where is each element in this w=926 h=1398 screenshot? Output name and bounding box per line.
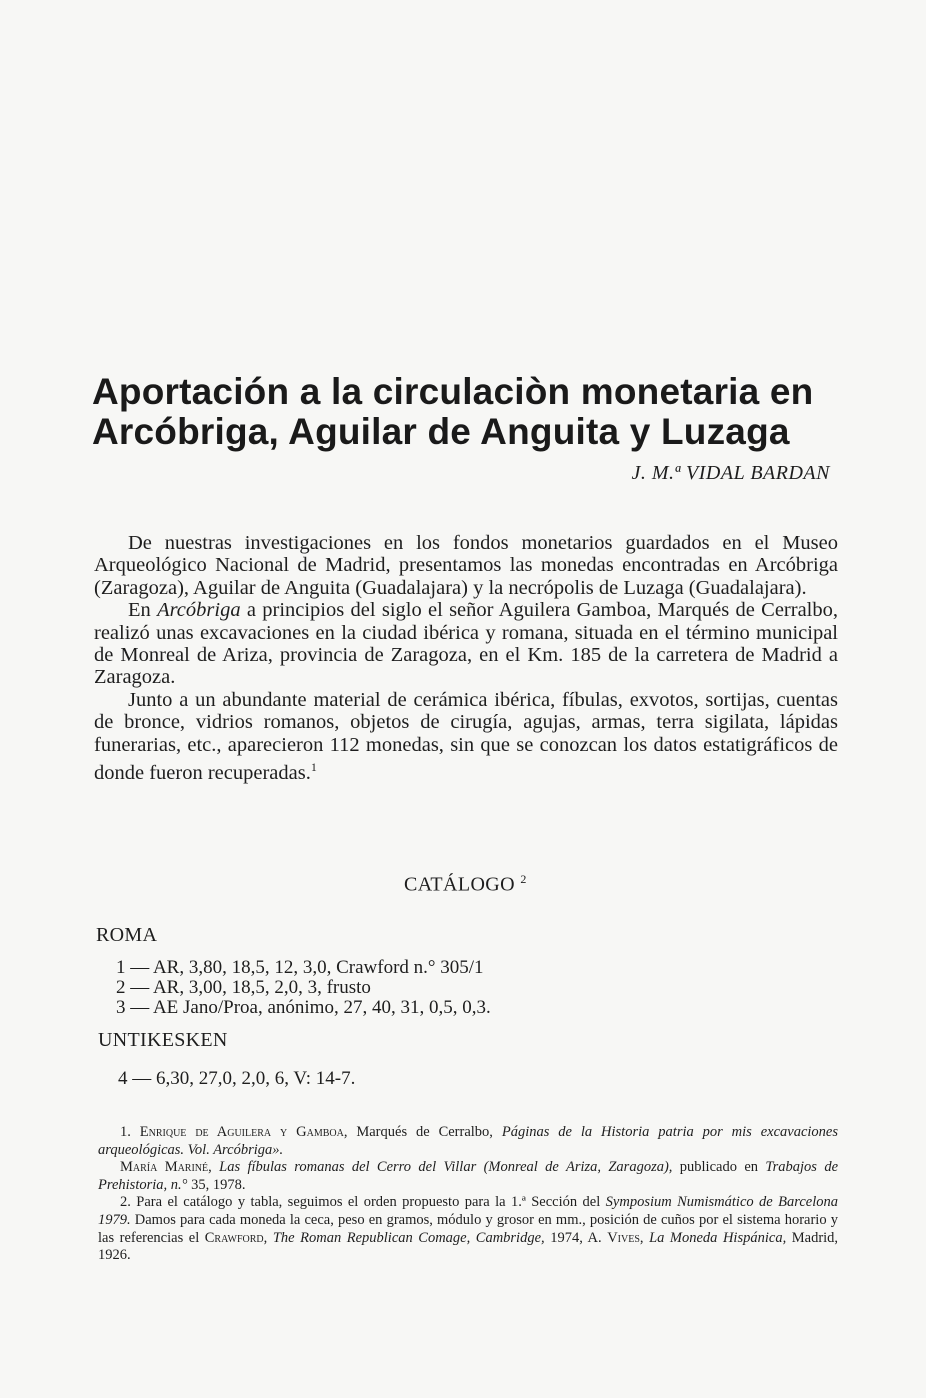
footnote-2-sep-2: , bbox=[639, 1229, 650, 1246]
catalog-entry: 4 — 6,30, 27,0, 2,0, 6, V: 14-7. bbox=[118, 1068, 356, 1089]
footnote-1-italic: Páginas de la Historia patria por mis excavaciones arqueológicas. Vol. Arcóbriga». bbox=[98, 1124, 839, 1158]
catalog-entry: 3 — AE Jano/Proa, anónimo, 27, 40, 31, 0,5, 0,3. bbox=[116, 997, 491, 1018]
footnote-1b-text-2: 35, 1978. bbox=[187, 1176, 246, 1193]
footnote-2-italic-3: La Moneda Hispánica, bbox=[649, 1229, 787, 1246]
footnote-1b-author: María Mariné bbox=[120, 1159, 209, 1176]
footnote-1b bbox=[98, 1159, 838, 1194]
catalog-title-text: CATÁLOGO bbox=[404, 873, 515, 896]
catalog-title bbox=[404, 872, 527, 897]
footnote-2-text-4: Madrid, 1926. bbox=[98, 1229, 839, 1264]
article-title bbox=[92, 372, 852, 452]
catalog-entry: 2 — AR, 3,00, 18,5, 2,0, 3, frusto bbox=[116, 977, 371, 998]
footnote-1 bbox=[98, 1124, 838, 1159]
roma-entries bbox=[116, 958, 491, 1018]
section-untikesken: UNTIKESKEN bbox=[98, 1029, 228, 1051]
paragraph-2 bbox=[94, 599, 838, 689]
footnote-2-text-2: Damos para cada moneda la ceca, peso en gramos, módulo y grosor en mm., posición de cuños por el sistema horario y las referencias el bbox=[98, 1211, 838, 1246]
footnote-2-crawford: Crawford bbox=[204, 1229, 264, 1246]
footnote-1-number: 1. bbox=[120, 1124, 131, 1140]
body-text bbox=[94, 532, 838, 784]
footnote-2-text: Para el catálogo y tabla, seguimos el orden propuesto para la 1.ª Sección del bbox=[130, 1194, 606, 1211]
paragraph-3 bbox=[94, 689, 838, 784]
footnote-2-text-3: 1974, A. bbox=[544, 1229, 608, 1246]
footnote-ref-1: 1 bbox=[310, 760, 317, 775]
footnote-2-sep: , bbox=[263, 1229, 273, 1246]
footnote-ref-2: 2 bbox=[520, 872, 527, 886]
title-line-2: Arcóbriga, Aguilar de Anguita y Luzaga bbox=[92, 411, 790, 452]
paragraph-3-text: Junto a un abundante material de cerámica ibérica, fíbulas, exvotos, sortijas, cuentas de bronce, vidrios romanos, objetos de cirugía, agujas, armas, terra sigilata, lápidas funerarias, etc., aparecieron 112 monedas, sin que se conozcan los datos estatigráficos de donde fueron recuperadas. bbox=[94, 688, 838, 784]
paragraph-2-start: En bbox=[128, 599, 158, 622]
footnotes bbox=[98, 1124, 838, 1265]
footnote-2-italic: Symposium Numismático de Barcelona 1979. bbox=[98, 1194, 838, 1228]
paragraph-1: De nuestras investigaciones en los fondos monetarios guardados en el Museo Arqueológico Nacional de Madrid, presentamos las monedas encontradas en Arcóbriga (Zaragoza), Aguilar de Anguita (Guadalajara) y la necrópolis de Luzaga (Guadalajara). bbox=[94, 532, 838, 599]
footnote-1-text: , Marqués de Cerralbo, bbox=[343, 1124, 502, 1140]
footnote-1b-sep: , bbox=[208, 1159, 220, 1176]
untikesken-entries bbox=[118, 1069, 355, 1089]
paragraph-2-end: a principios del siglo el señor Aguilera Gamboa, Marqués de Cerralbo, realizó unas excavaciones en la ciudad ibérica y romana, situada en el término municipal de Monreal de Ariza, provincia de Zaragoza, en el Km. 185 de la carretera de Madrid a Zaragoza. bbox=[94, 599, 838, 689]
title-line-1: Aportación a la circulaciòn monetaria en bbox=[92, 371, 814, 412]
footnote-2-vives: Vives bbox=[607, 1229, 640, 1246]
footnote-1b-italic-2: Trabajos de Prehistoria, n.° bbox=[98, 1159, 838, 1193]
catalog-entry: 1 — AR, 3,80, 18,5, 12, 3,0, Crawford n.° 305/1 bbox=[116, 957, 484, 978]
footnote-1b-text: publicado en bbox=[672, 1159, 766, 1176]
footnote-2-number: 2. bbox=[120, 1194, 131, 1211]
author-name: J. M.ª VIDAL BARDAN bbox=[631, 462, 830, 484]
footnote-2-italic-2: The Roman Republican Comage, Cambridge, bbox=[272, 1229, 545, 1246]
paragraph-2-italic: Arcóbriga bbox=[157, 599, 241, 622]
footnote-2 bbox=[98, 1194, 838, 1264]
section-roma: ROMA bbox=[96, 924, 158, 946]
footnote-1b-italic: Las fíbulas romanas del Cerro del Villar (Monreal de Ariza, Zaragoza), bbox=[219, 1159, 673, 1176]
footnote-1-author: Enrique de Aguilera y Gamboa bbox=[139, 1124, 344, 1140]
